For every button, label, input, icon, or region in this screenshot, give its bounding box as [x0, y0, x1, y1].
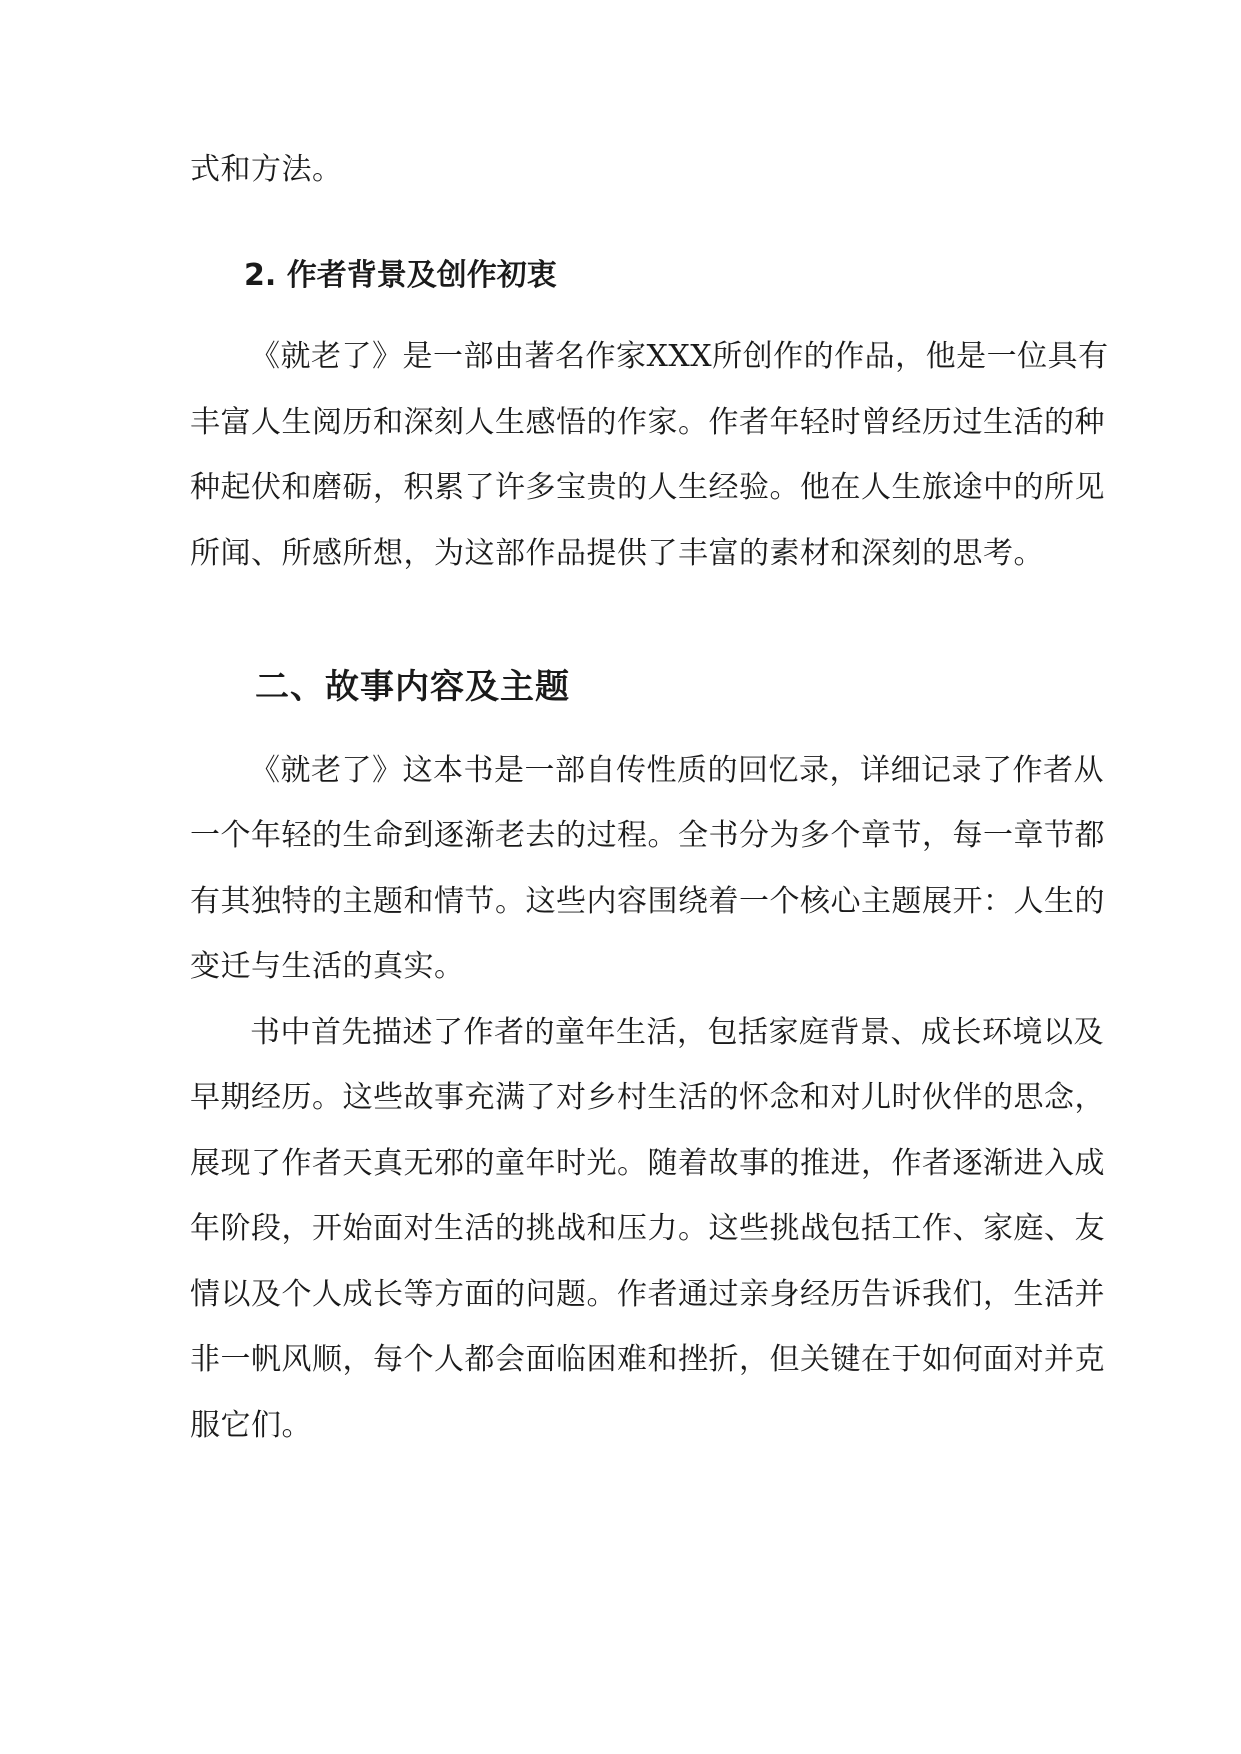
subheading-author-background: 2. 作者背景及创作初衷: [244, 258, 557, 293]
paragraph-line: 早期经历。这些故事充满了对乡村生活的怀念和对儿时伙伴的思念，: [190, 1080, 1105, 1115]
paragraph-line: 《就老了》这本书是一部自传性质的回忆录，详细记录了作者从: [250, 753, 1104, 788]
paragraph-line: 一个年轻的生命到逐渐老去的过程。全书分为多个章节，每一章节都: [190, 818, 1105, 853]
paragraph-line: 服它们。: [190, 1408, 312, 1443]
paragraph-line: 变迁与生活的真实。: [190, 949, 465, 984]
continuation-line: 式和方法。: [190, 152, 343, 187]
paragraph-line: 种起伏和磨砺，积累了许多宝贵的人生经验。他在人生旅途中的所见: [190, 470, 1105, 505]
paragraph-line: 有其独特的主题和情节。这些内容围绕着一个核心主题展开：人生的: [190, 884, 1105, 919]
paragraph-line: 展现了作者天真无邪的童年时光。随着故事的推进，作者逐渐进入成: [190, 1146, 1105, 1181]
paragraph-line: 《就老了》是一部由著名作家XXX所创作的作品，他是一位具有: [250, 339, 1109, 374]
paragraph-line: 所闻、所感所想，为这部作品提供了丰富的素材和深刻的思考。: [190, 536, 1044, 571]
paragraph-line: 非一帆风顺，每个人都会面临困难和挫折，但关键在于如何面对并克: [190, 1342, 1105, 1377]
paragraph-line: 书中首先描述了作者的童年生活，包括家庭背景、成长环境以及: [250, 1015, 1104, 1050]
paragraph-line: 丰富人生阅历和深刻人生感悟的作家。作者年轻时曾经历过生活的种: [190, 405, 1105, 440]
section-heading-story: 二、故事内容及主题: [255, 667, 570, 707]
paragraph-line: 年阶段，开始面对生活的挑战和压力。这些挑战包括工作、家庭、友: [190, 1211, 1105, 1246]
paragraph-line: 情以及个人成长等方面的问题。作者通过亲身经历告诉我们，生活并: [190, 1277, 1105, 1312]
